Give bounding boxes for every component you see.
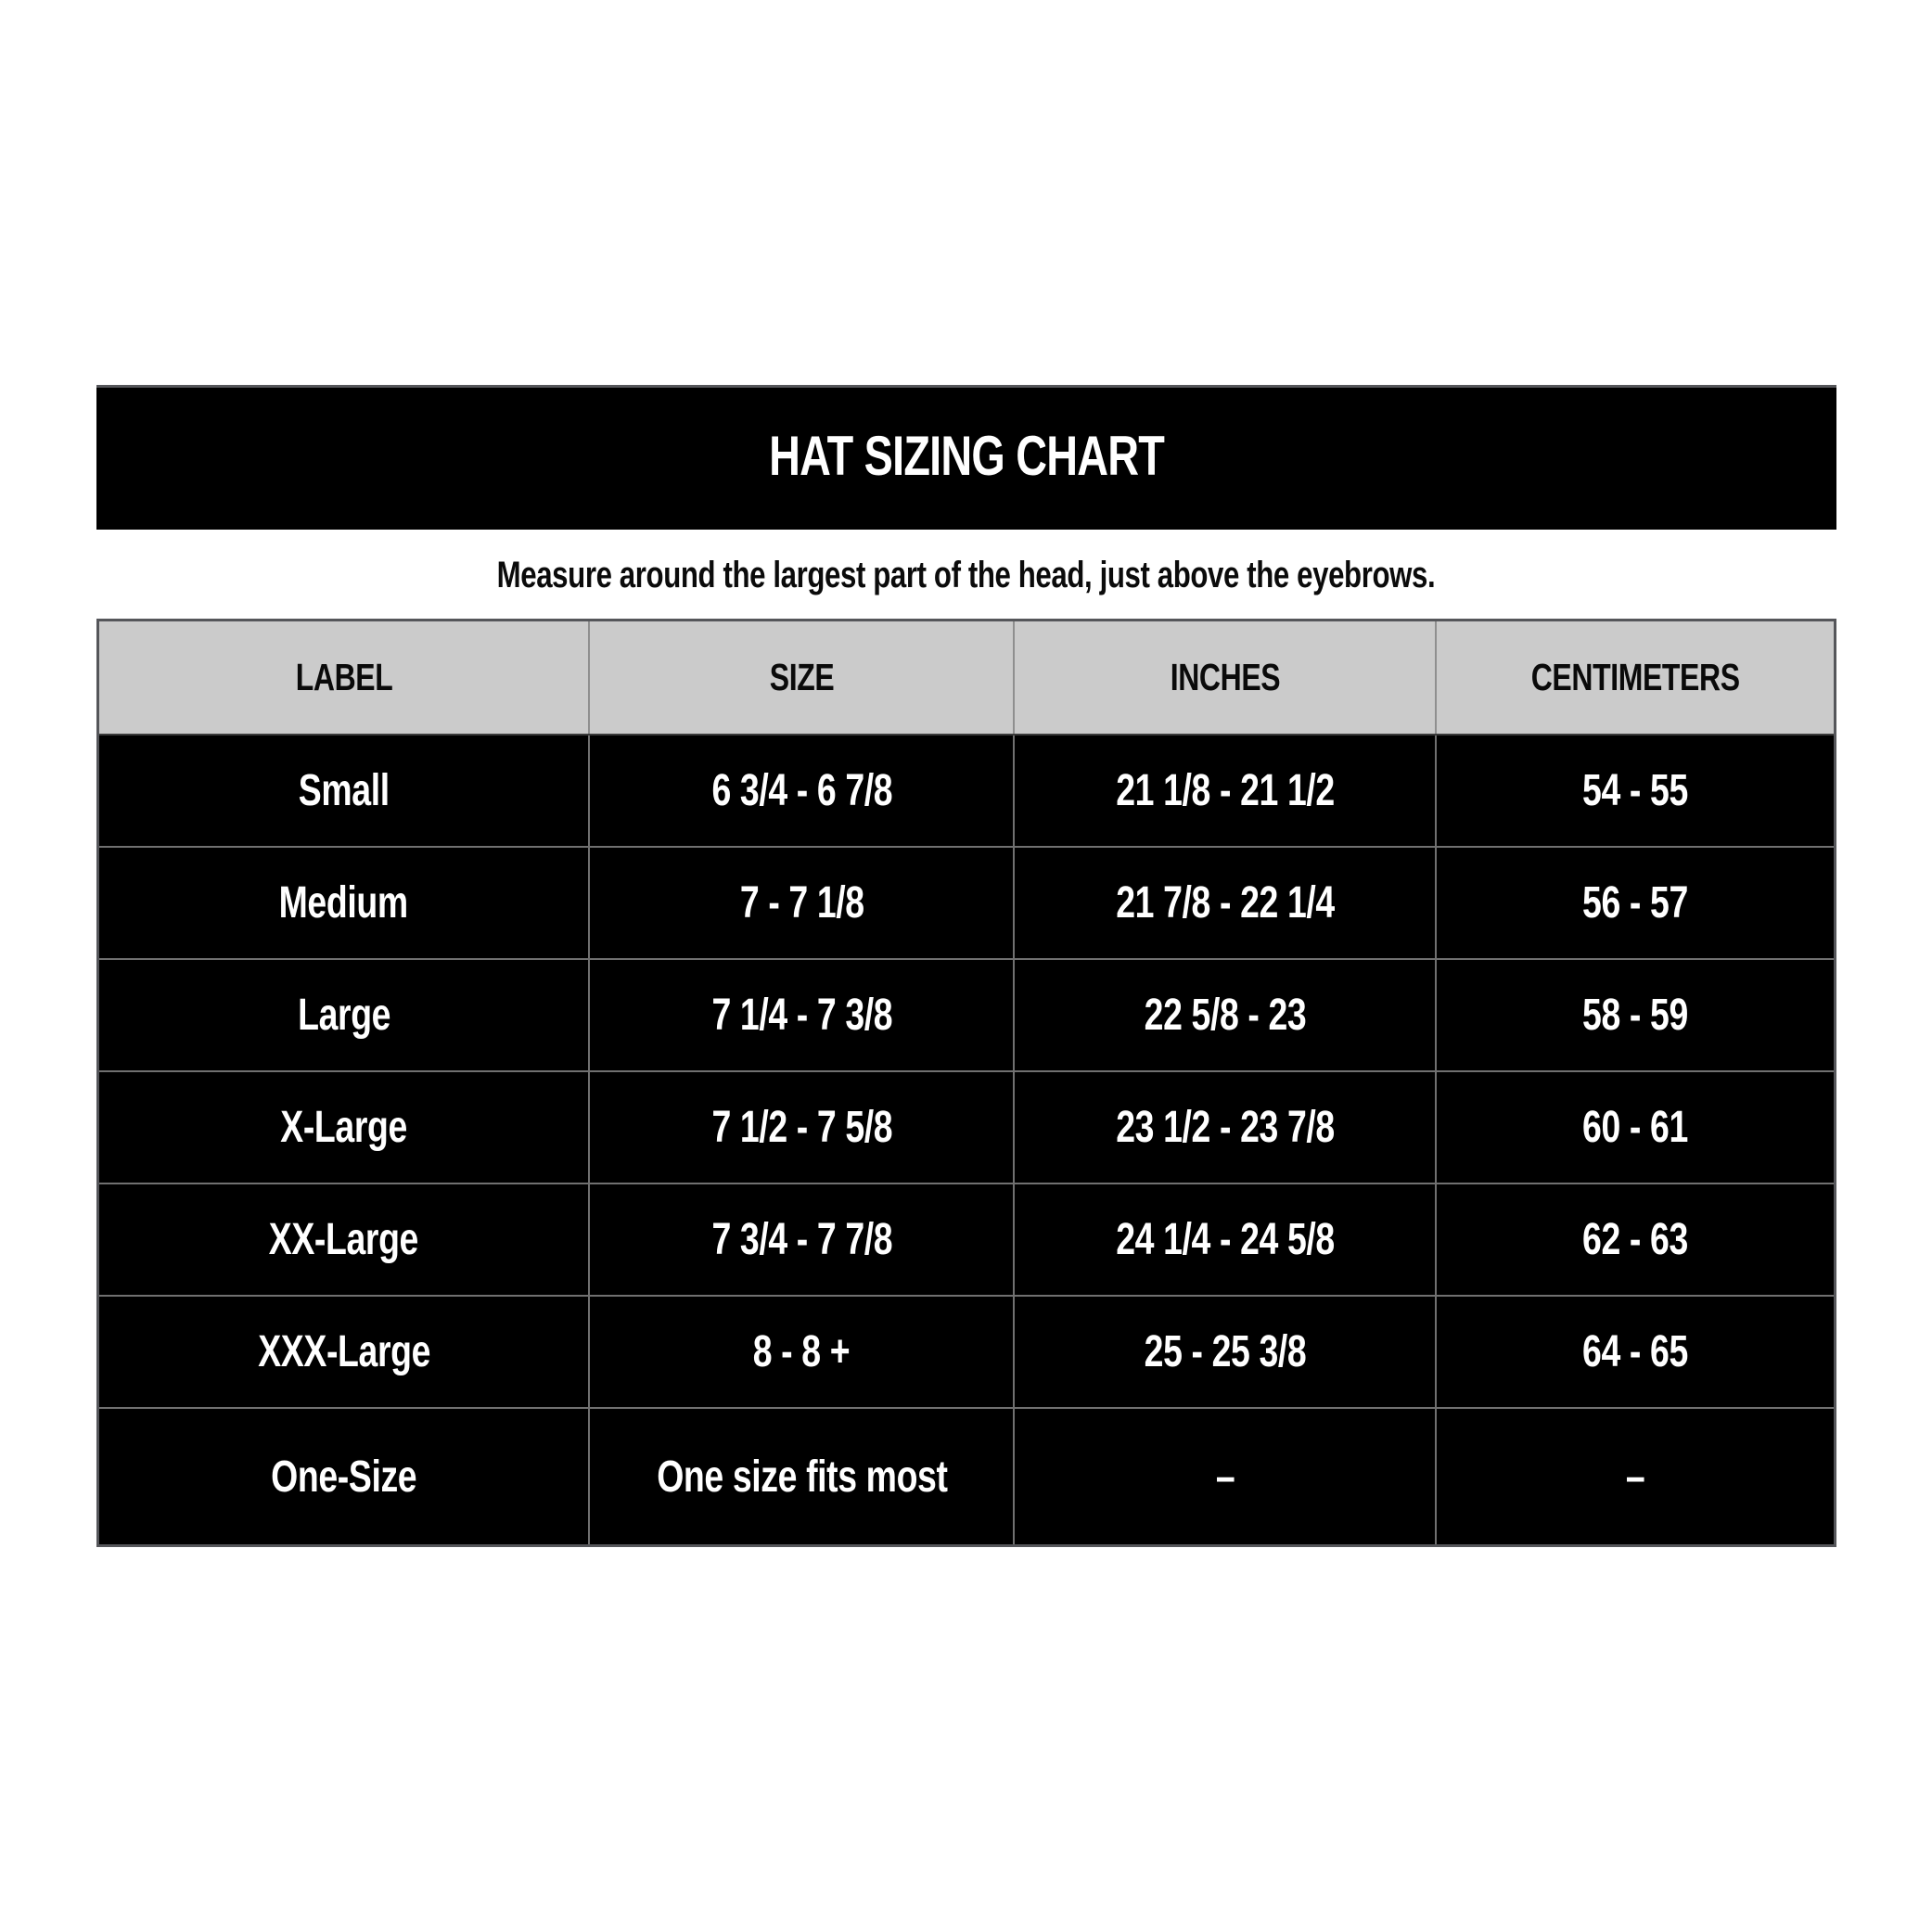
- header-cell-label: [99, 621, 588, 734]
- table-cell: [99, 848, 588, 958]
- table-header-row: [99, 621, 1834, 734]
- table-cell: [588, 1409, 1013, 1544]
- table-cell: [1013, 1297, 1434, 1407]
- cell-value: 7 1/4 - 7 3/8: [711, 991, 892, 1040]
- chart-title: HAT SIZING CHART: [768, 424, 1165, 487]
- table-cell: [99, 960, 588, 1070]
- cell-value: 7 - 7 1/8: [739, 878, 864, 928]
- cell-value: –: [1215, 1452, 1235, 1502]
- table-cell: [588, 1184, 1013, 1295]
- table-row: [99, 1407, 1834, 1544]
- header-cell-label: INCHES: [1170, 656, 1280, 698]
- measure-instructions-wrap: [0, 549, 1932, 601]
- cell-value: XX-Large: [269, 1215, 419, 1264]
- table-cell: [588, 960, 1013, 1070]
- cell-value: 23 1/2 - 23 7/8: [1115, 1103, 1335, 1152]
- cell-value: XXX-Large: [257, 1327, 430, 1376]
- table-cell: [99, 1297, 588, 1407]
- table-body: [99, 734, 1834, 1544]
- cell-value: Small: [298, 766, 390, 815]
- cell-value: –: [1625, 1452, 1645, 1502]
- table-cell: [588, 848, 1013, 958]
- cell-value: 56 - 57: [1582, 878, 1688, 928]
- table-row: [99, 1070, 1834, 1183]
- header-cell-centimeters: [1435, 621, 1834, 734]
- table-cell: [588, 1297, 1013, 1407]
- header-cell-label: SIZE: [769, 656, 835, 698]
- table-cell: [588, 736, 1013, 846]
- cell-value: 21 1/8 - 21 1/2: [1115, 766, 1335, 815]
- table-cell: [99, 1409, 588, 1544]
- cell-value: 7 1/2 - 7 5/8: [711, 1103, 892, 1152]
- table-cell: [99, 736, 588, 846]
- table-row: [99, 846, 1834, 958]
- cell-value: 24 1/4 - 24 5/8: [1115, 1215, 1335, 1264]
- cell-value: X-Large: [280, 1103, 407, 1152]
- table-cell: [588, 1072, 1013, 1183]
- cell-value: Medium: [279, 878, 409, 928]
- header-cell-label: LABEL: [295, 656, 392, 698]
- table-cell: [1435, 848, 1834, 958]
- cell-value: 62 - 63: [1582, 1215, 1688, 1264]
- cell-value: 64 - 65: [1582, 1327, 1688, 1376]
- table-cell: [1013, 1072, 1434, 1183]
- cell-value: 54 - 55: [1582, 766, 1688, 815]
- table-cell: [1435, 1184, 1834, 1295]
- table-cell: [1435, 736, 1834, 846]
- cell-value: 21 7/8 - 22 1/4: [1115, 878, 1335, 928]
- table-cell: [1435, 960, 1834, 1070]
- table-cell: [1435, 1409, 1834, 1544]
- cell-value: 25 - 25 3/8: [1144, 1327, 1307, 1376]
- header-cell-size: [588, 621, 1013, 734]
- table-cell: [1013, 960, 1434, 1070]
- header-cell-label: CENTIMETERS: [1530, 656, 1740, 698]
- table-cell: [1435, 1297, 1834, 1407]
- cell-value: 7 3/4 - 7 7/8: [711, 1215, 892, 1264]
- cell-value: 60 - 61: [1582, 1103, 1688, 1152]
- sizing-table: [96, 619, 1836, 1547]
- table-cell: [1013, 1409, 1434, 1544]
- cell-value: 58 - 59: [1582, 991, 1688, 1040]
- measure-instructions: Measure around the largest part of the head, just above the eyebrows.: [496, 555, 1436, 595]
- cell-value: 8 - 8 +: [753, 1327, 851, 1376]
- cell-value: Large: [297, 991, 390, 1040]
- cell-value: 6 3/4 - 6 7/8: [711, 766, 892, 815]
- table-cell: [1013, 1184, 1434, 1295]
- table-row: [99, 1295, 1834, 1407]
- table-cell: [99, 1184, 588, 1295]
- table-cell: [1435, 1072, 1834, 1183]
- table-row: [99, 1183, 1834, 1295]
- table-row: [99, 958, 1834, 1070]
- cell-value: 22 5/8 - 23: [1144, 991, 1307, 1040]
- table-row: [99, 734, 1834, 846]
- table-cell: [1013, 848, 1434, 958]
- table-cell: [1013, 736, 1434, 846]
- header-cell-inches: [1013, 621, 1434, 734]
- title-bar: [96, 385, 1836, 530]
- cell-value: One size fits most: [656, 1452, 948, 1502]
- cell-value: One-Size: [271, 1452, 417, 1502]
- table-cell: [99, 1072, 588, 1183]
